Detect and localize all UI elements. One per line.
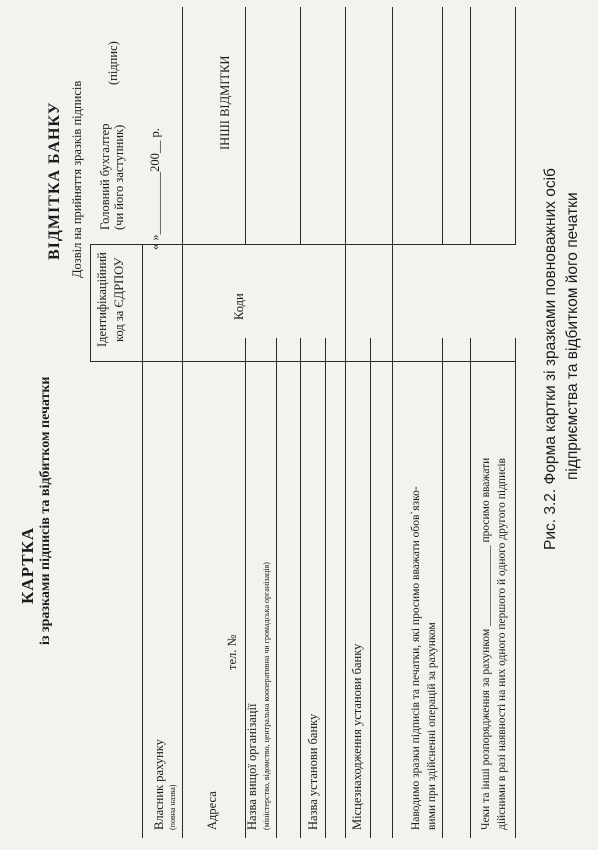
bank-name-row-line-2 xyxy=(345,338,346,838)
permission-text: Дозвіл на прийняття зразків підписів xyxy=(70,80,84,278)
codes-box-sep-1 xyxy=(142,245,143,362)
samples-line-1: Наводимо зразки підписів та печатки, які просимо вважати обов`язко- xyxy=(410,486,422,830)
codes-box-sep-3 xyxy=(345,245,346,362)
other-marks-label: ІНШІ ВІДМІТКИ xyxy=(218,55,232,150)
figure-caption-line-1: Рис. 3.2. Форма картки зі зразками повноважних осіб xyxy=(542,168,559,550)
bank-mark-line-5 xyxy=(392,7,393,245)
bank-mark-line-2 xyxy=(245,7,246,245)
samples-line-2: вими при здійсненні операцій за рахунком xyxy=(426,622,438,830)
codes-box-sep-4 xyxy=(392,245,393,362)
bank-mark-line-7 xyxy=(470,7,471,245)
bank-mark-line-8 xyxy=(515,7,516,245)
codes-box-left xyxy=(90,361,515,362)
card-subtitle: із зразками підписів та відбитком печатки xyxy=(38,376,53,645)
bank-name-row-line xyxy=(325,338,326,838)
parent-org-row-line-2 xyxy=(300,338,301,838)
checks-line-1: Чеки та інші розпорядження за рахунком ______________ просимо вважати xyxy=(480,457,492,830)
samples-row-line xyxy=(442,338,443,838)
bank-location-row-line xyxy=(370,338,371,838)
bank-mark-line-4 xyxy=(345,7,346,245)
edrpou-label-1: Ідентифікаційний xyxy=(95,252,109,347)
bank-location-label: Місцезнаходження установи банку xyxy=(350,643,364,830)
codes-label: Коди xyxy=(232,293,246,320)
edrpou-label-2: код за ЄДРПОУ xyxy=(112,257,126,342)
date-line: « »__________200__ р. xyxy=(148,128,162,250)
owner-hint: (повна назва) xyxy=(168,784,177,830)
codes-box-sep-2 xyxy=(182,245,183,362)
bank-name-label: Назва установи банку xyxy=(306,713,320,830)
address-label: Адреса xyxy=(205,791,219,830)
codes-box-top xyxy=(90,245,91,362)
card-title: КАРТКА xyxy=(18,526,37,604)
bank-mark-line-3 xyxy=(300,7,301,245)
form-bottom-border xyxy=(515,338,516,838)
form-top-border xyxy=(142,338,143,838)
checks-line-2: дійсними в разі наявності на них одного першого й одного другого підписів xyxy=(496,458,508,830)
samples-row-line-2 xyxy=(470,338,471,838)
phone-label: тел. № xyxy=(225,634,239,670)
accountant-line-2: (чи його заступник) xyxy=(112,124,126,230)
bank-mark-line-6 xyxy=(442,7,443,245)
owner-label: Власник рахунку xyxy=(152,739,166,830)
parent-org-label: Назва вищої організації xyxy=(245,703,259,830)
bank-location-row-line-2 xyxy=(392,338,393,838)
figure-caption-line-2: підприємства та відбитком його печатки xyxy=(564,192,581,480)
bank-mark-title: ВІДМІТКА БАНКУ xyxy=(46,101,63,260)
owner-row-line xyxy=(182,338,183,838)
parent-org-hint: (міністерство, відомство, центральна кооперативна чи громадська організація) xyxy=(262,562,271,830)
bank-mark-line-1 xyxy=(182,7,183,245)
parent-org-row-line xyxy=(276,338,277,838)
accountant-line-1: Головний бухгалтер xyxy=(98,123,112,230)
signature-hint: (підпис) xyxy=(106,41,120,85)
